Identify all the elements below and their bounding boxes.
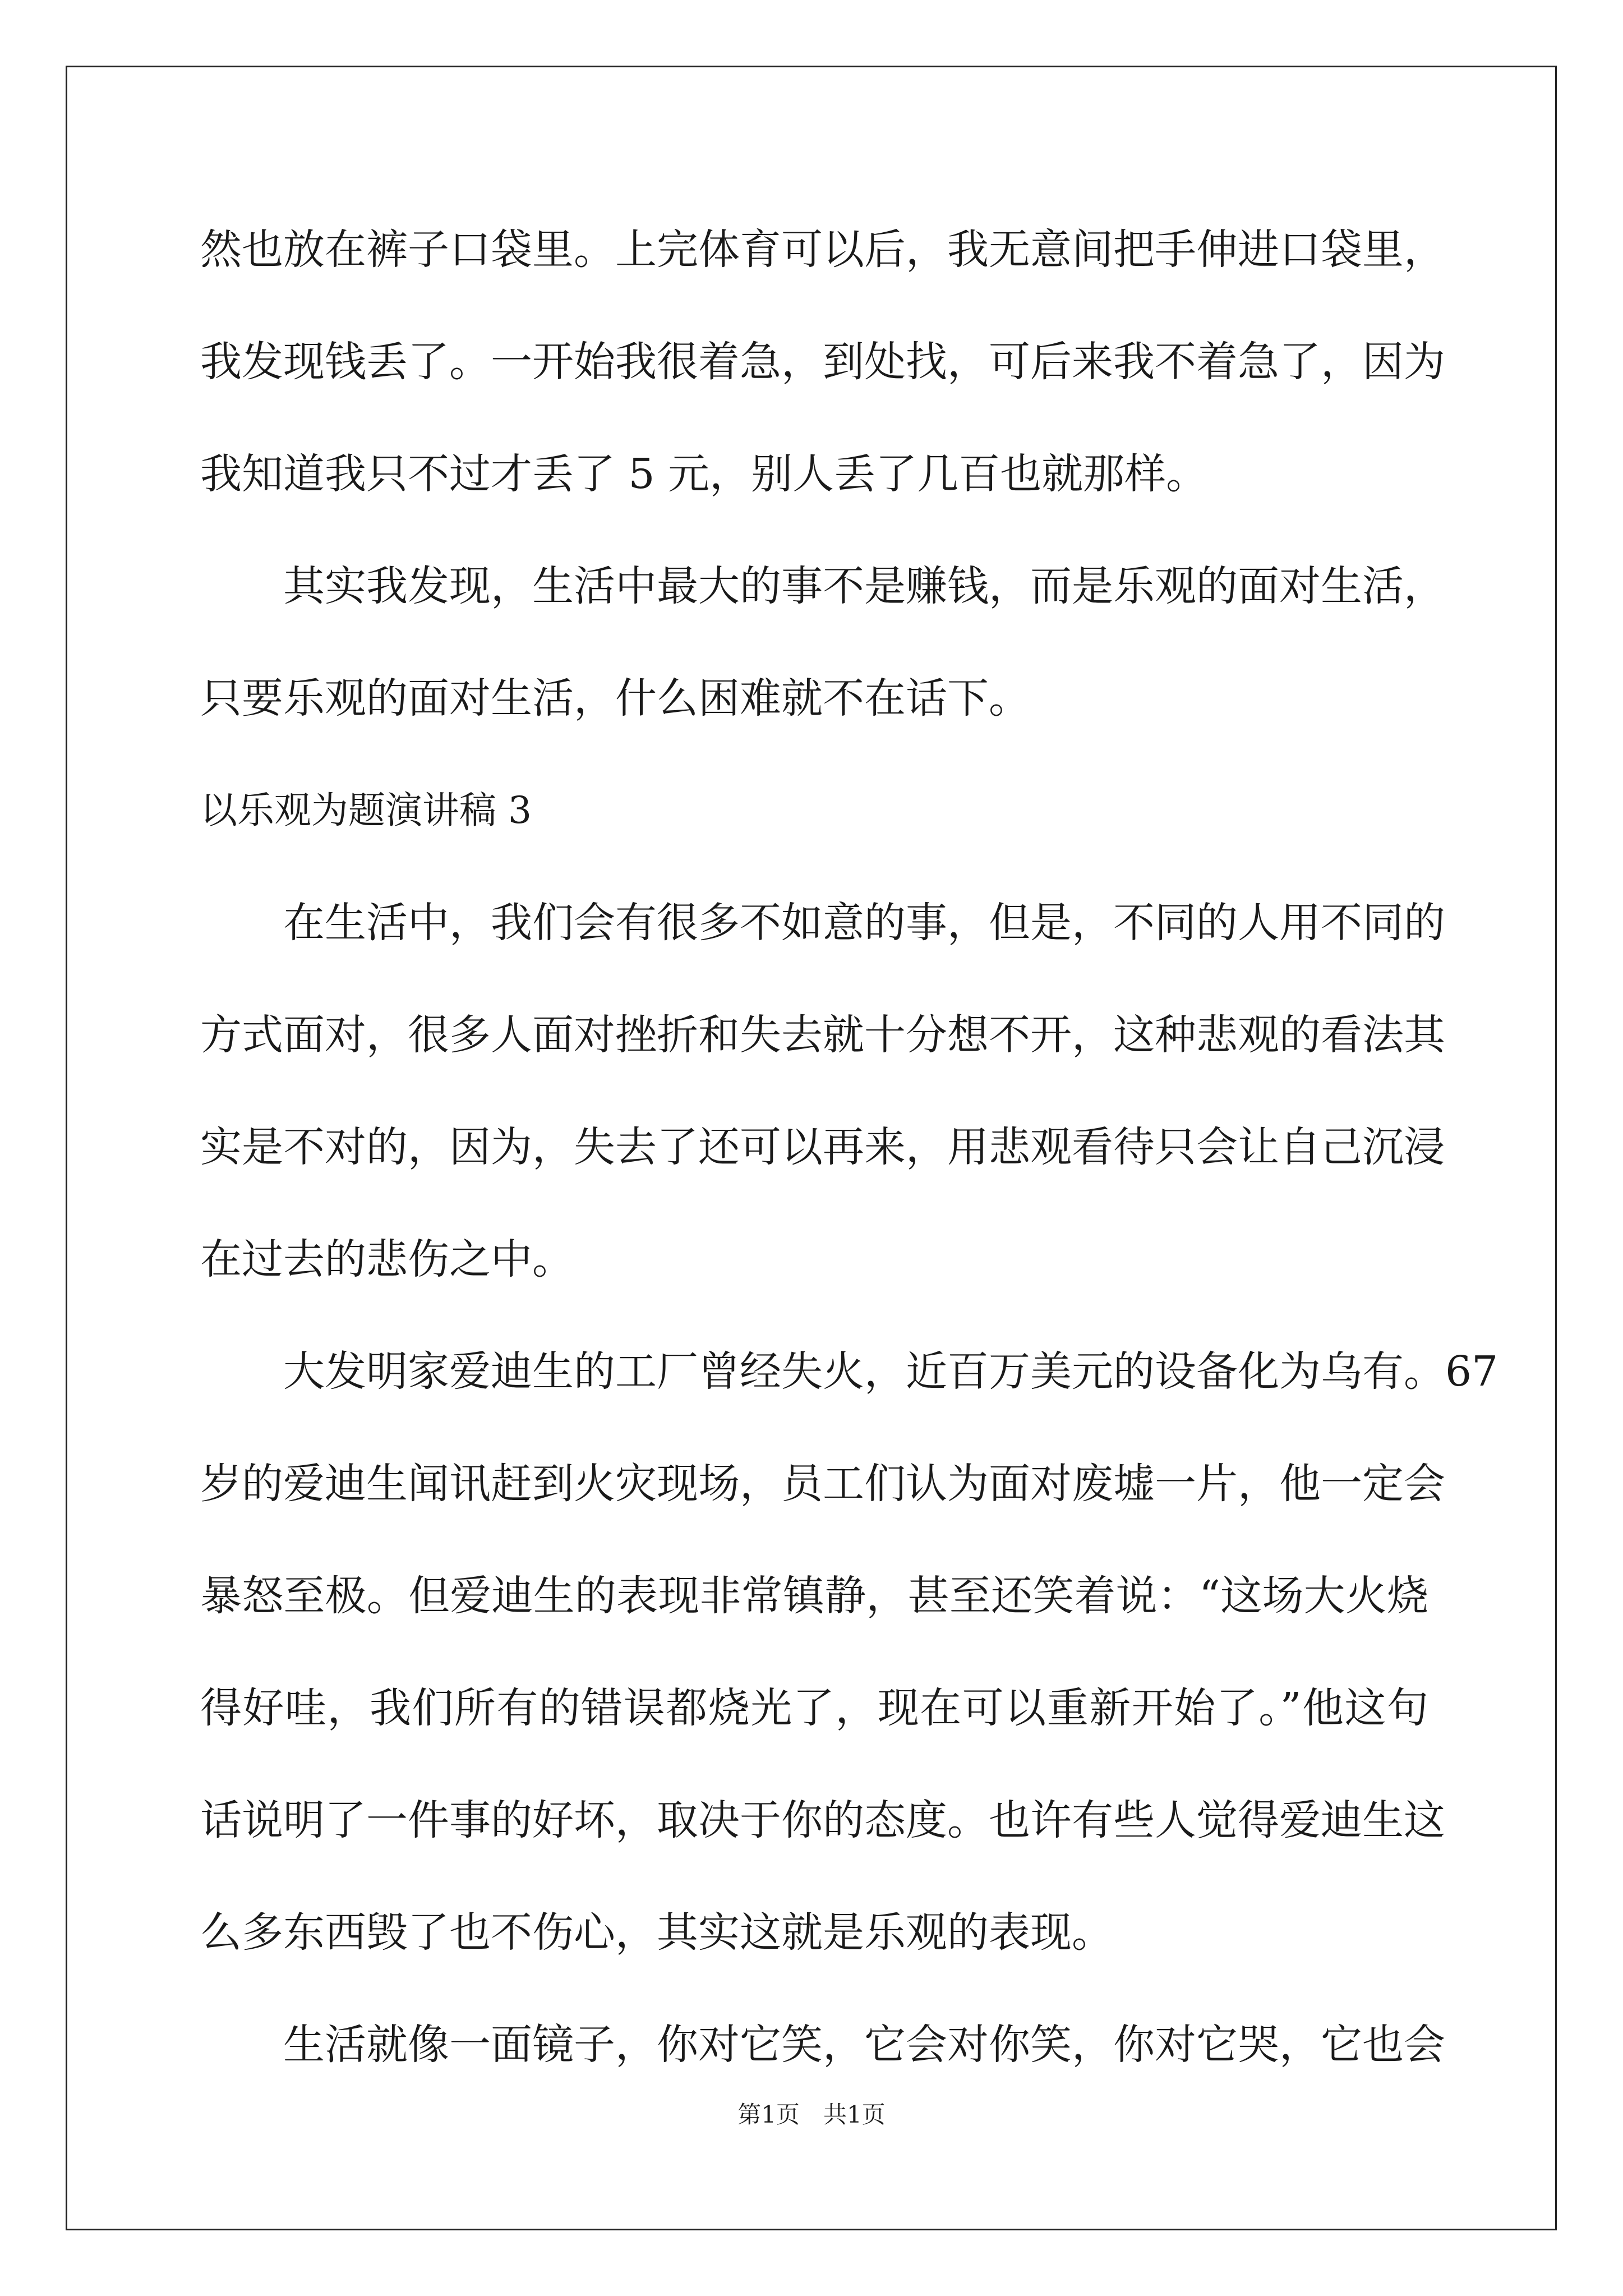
paragraph-first-line: 生活就像一面镜子，你对它笑，它会对你笑，你对它哭，它也会	[283, 2021, 1445, 2069]
text-line: 我知道我只不过才丢了 5 元，别人丢了几百也就那样。	[200, 450, 1208, 498]
section-heading: 以乐观为题演讲稿 3	[200, 789, 532, 832]
text-line: 暴怒至极。但爱迪生的表现非常镇静，甚至还笑着说：“这场大火烧	[200, 1572, 1428, 1620]
paragraph-first-line: 大发明家爱迪生的工厂曾经失火，近百万美元的设备化为乌有。67	[283, 1347, 1498, 1396]
text-line: 在过去的悲伤之中。	[200, 1235, 574, 1283]
page-footer: 第1页 共1页	[737, 2101, 886, 2128]
text-line: 方式面对，很多人面对挫折和失去就十分想不开，这种悲观的看法其	[200, 1011, 1445, 1059]
document-body	[200, 0, 1498, 2069]
text-line: 话说明了一件事的好坏，取决于你的态度。也许有些人觉得爱迪生这	[200, 1796, 1445, 1844]
text-line: 岁的爱迪生闻讯赶到火灾现场，员工们认为面对废墟一片，他一定会	[200, 1460, 1445, 1508]
text-line: 我发现钱丢了。一开始我很着急，到处找，可后来我不着急了，因为	[200, 338, 1445, 386]
paragraph-first-line: 其实我发现，生活中最大的事不是赚钱，而是乐观的面对生活，	[283, 562, 1445, 610]
text-line: 么多东西毁了也不伤心，其实这就是乐观的表现。	[200, 1908, 1113, 1957]
text-line: 然也放在裤子口袋里。上完体育可以后，我无意间把手伸进口袋里，	[200, 226, 1445, 274]
text-line: 得好哇，我们所有的错误都烧光了，现在可以重新开始了。”他这句	[200, 1684, 1428, 1732]
paragraph-first-line: 在生活中，我们会有很多不如意的事，但是，不同的人用不同的	[283, 899, 1445, 947]
text-line: 只要乐观的面对生活，什么困难就不在话下。	[200, 674, 1030, 723]
text-line: 实是不对的，因为，失去了还可以再来，用悲观看待只会让自己沉浸	[200, 1123, 1445, 1171]
